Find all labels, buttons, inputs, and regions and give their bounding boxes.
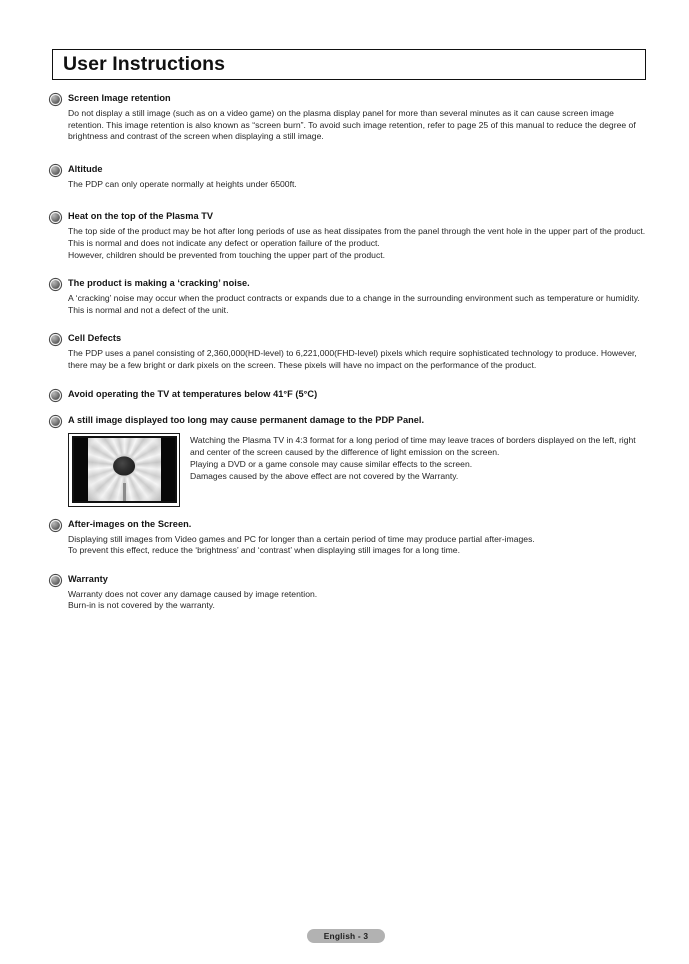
- sphere-bullet-icon: [50, 94, 61, 105]
- section-heading: Cell Defects: [68, 333, 122, 344]
- footer-page-label: English - 3: [323, 931, 369, 941]
- body-line: Warranty does not cover any damage caused by image retention.: [68, 588, 318, 599]
- tv-screen-area: [72, 436, 177, 503]
- section-cell-defects: [50, 332, 646, 371]
- section-heading: A still image displayed too long may cause permanent damage to the PDP Panel.: [68, 414, 425, 425]
- body-line: Burn-in is not covered by the warranty.: [68, 600, 215, 611]
- body-line: The PDP can only operate normally at heights under 6500ft.: [68, 178, 297, 189]
- section-cracking-noise: [50, 277, 646, 316]
- figure-row: [68, 433, 646, 507]
- sunflower-stem: [123, 483, 126, 501]
- sphere-bullet-icon: [50, 520, 61, 531]
- section-screen-image-retention: [50, 92, 646, 143]
- section-altitude: [50, 163, 646, 191]
- figure-caption-text: [190, 433, 646, 483]
- section-heading: After-images on the Screen.: [68, 518, 192, 529]
- page-title: User Instructions: [63, 53, 226, 75]
- body-line: The PDP uses a panel consisting of 2,360,000(HD-level) to 6,221,000(FHD-level) pixels which require sophisticated technology to produce. However, there may be a few bright or dark pixels on the screen. These pixels will have no impact on the performance of the product.: [68, 348, 637, 370]
- section-avoid-low-temperature: [50, 388, 646, 401]
- body-line: Watching the Plasma TV in 4:3 format for a long period of time may leave traces of borders displayed on the left, right and center of the screen caused by the difference of light emission on the screen.: [190, 434, 636, 457]
- sphere-bullet-icon: [50, 334, 61, 345]
- section-heading: Warranty: [68, 573, 108, 584]
- body-line: Playing a DVD or a game console may cause similar effects to the screen.: [190, 458, 473, 469]
- body-line: The top side of the product may be hot after long periods of use as heat dissipates from the panel through the vent hole in the upper part of the product.: [68, 226, 646, 237]
- body-line: Displaying still images from Video games and PC for longer than a certain period of time may produce partial after-images.: [68, 533, 535, 544]
- sphere-bullet-icon: [50, 390, 61, 401]
- pillarbox-bar-right: [161, 438, 175, 501]
- sunflower-photo: [88, 438, 161, 501]
- section-body: [68, 108, 646, 143]
- body-line: To prevent this effect, reduce the ‘brightness’ and ‘contrast’ when displaying still images for a long time.: [68, 545, 460, 556]
- sunflower-center-disc: [113, 456, 135, 475]
- section-heading: Avoid operating the TV at temperatures below 41°F (5°C): [68, 388, 318, 399]
- sphere-bullet-icon: [50, 575, 61, 586]
- section-heat-on-top: [50, 210, 646, 261]
- instructions-content: [50, 92, 646, 621]
- section-heading: Altitude: [68, 163, 103, 174]
- body-line: Do not display a still image (such as on a video game) on the plasma display panel for more than several minutes as it can cause screen image retention. This image retention is also known as “screen burn”. To avoid such image retention, refer to page 25 of this manual to reduce the degree of brightness and contrast of the screen when displaying a still image.: [68, 108, 636, 142]
- section-still-image-damage: [50, 414, 646, 507]
- section-body: [68, 534, 646, 557]
- section-after-images: [50, 518, 646, 557]
- page-footer-badge: [307, 929, 385, 943]
- section-body: [68, 226, 646, 261]
- section-warranty: [50, 573, 646, 612]
- section-body: [68, 348, 646, 371]
- sphere-bullet-icon: [50, 416, 61, 427]
- section-heading: Screen Image retention: [68, 93, 171, 103]
- page-title-box: [52, 49, 646, 80]
- body-line: A ‘cracking’ noise may occur when the product contracts or expands due to a change in the surrounding environment such as temperature or humidity. This is normal and not a defect of the unit.: [68, 293, 640, 315]
- body-line: This is normal and does not indicate any defect or operation failure of the product.: [68, 237, 380, 248]
- section-body: [68, 589, 646, 612]
- sphere-bullet-icon: [50, 212, 61, 223]
- section-body: [68, 179, 646, 191]
- section-heading: The product is making a ‘cracking’ noise.: [68, 278, 250, 289]
- section-heading: Heat on the top of the Plasma TV: [68, 211, 214, 222]
- sphere-bullet-icon: [50, 279, 61, 290]
- body-line: Damages caused by the above effect are not covered by the Warranty.: [190, 471, 459, 482]
- pillarbox-bar-left: [74, 438, 88, 501]
- body-line: However, children should be prevented from touching the upper part of the product.: [68, 249, 386, 260]
- section-body: [68, 293, 646, 316]
- sphere-bullet-icon: [50, 165, 61, 176]
- plasma-tv-4-3-sunflower-figure: [68, 433, 180, 507]
